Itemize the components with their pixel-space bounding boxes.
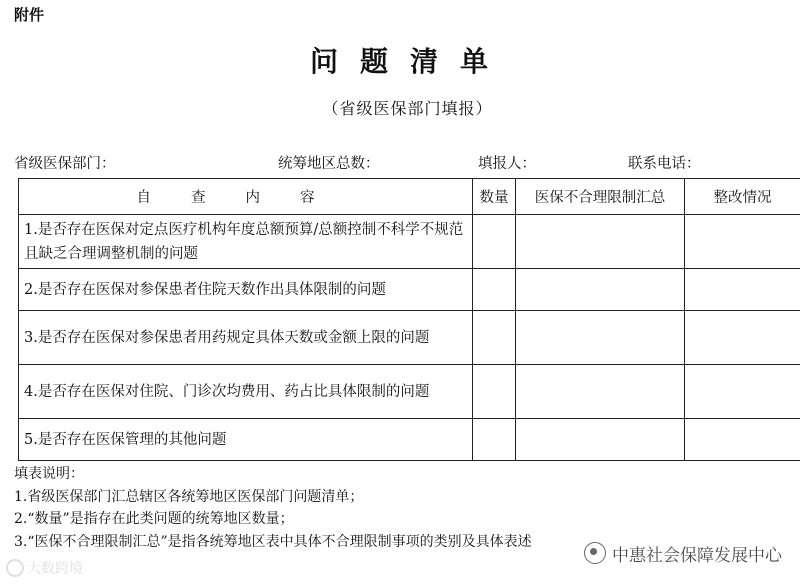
row-status-cell[interactable] bbox=[685, 365, 800, 419]
row-content: 3.是否存在医保对参保患者用药规定具体天数或金额上限的问题 bbox=[19, 311, 473, 365]
table-row bbox=[19, 365, 800, 419]
table-row bbox=[19, 269, 800, 311]
row-qty-cell[interactable] bbox=[473, 419, 516, 461]
field-region-count-label: 统筹地区总数： bbox=[278, 156, 380, 172]
corner-watermark bbox=[6, 558, 83, 578]
table-header-row bbox=[19, 179, 800, 215]
row-qty-cell[interactable] bbox=[473, 311, 516, 365]
wechat-logo-icon bbox=[584, 542, 606, 564]
corner-watermark-text: 大数跨境 bbox=[27, 561, 83, 577]
field-dept-label: 省级医保部门： bbox=[14, 156, 116, 172]
row-summary-cell[interactable] bbox=[516, 311, 685, 365]
table-row bbox=[19, 311, 800, 365]
source-watermark bbox=[584, 541, 782, 565]
table-row bbox=[19, 419, 800, 461]
row-status-cell[interactable] bbox=[685, 419, 800, 461]
row-qty-cell[interactable] bbox=[473, 365, 516, 419]
field-phone-label: 联系电话： bbox=[628, 156, 701, 172]
row-content: 1.是否存在医保对定点医疗机构年度总额预算/总额控制不科学不规范且缺乏合理调整机制的问题 bbox=[19, 215, 473, 269]
row-qty-cell[interactable] bbox=[473, 269, 516, 311]
row-summary-cell[interactable] bbox=[516, 215, 685, 269]
header-content: 自查内容 bbox=[19, 179, 473, 215]
attachment-label: 附件 bbox=[14, 6, 45, 24]
row-status-cell[interactable] bbox=[685, 311, 800, 365]
row-qty-cell[interactable] bbox=[473, 215, 516, 269]
document-title: 问题清单 bbox=[309, 45, 510, 78]
document-subtitle: （省级医保部门填报） bbox=[322, 99, 493, 118]
note-item: 1.省级医保部门汇总辖区各统筹地区医保部门问题清单； bbox=[14, 488, 364, 505]
header-quantity: 数量 bbox=[473, 179, 516, 215]
issue-table bbox=[18, 178, 800, 461]
row-content: 5.是否存在医保管理的其他问题 bbox=[19, 419, 473, 461]
row-content: 4.是否存在医保对住院、门诊次均费用、药占比具体限制的问题 bbox=[19, 365, 473, 419]
row-status-cell[interactable] bbox=[685, 215, 800, 269]
header-summary: 医保不合理限制汇总 bbox=[516, 179, 685, 215]
table-row bbox=[19, 215, 800, 269]
row-summary-cell[interactable] bbox=[516, 365, 685, 419]
watermark-text: 中惠社会保障发展中心 bbox=[612, 545, 782, 566]
row-summary-cell[interactable] bbox=[516, 419, 685, 461]
notes-heading: 填表说明： bbox=[14, 466, 84, 482]
filling-notes bbox=[14, 463, 532, 553]
row-summary-cell[interactable] bbox=[516, 269, 685, 311]
field-reporter-label: 填报人： bbox=[478, 156, 536, 172]
row-status-cell[interactable] bbox=[685, 269, 800, 311]
note-item: 3.“医保不合理限制汇总”是指各统筹地区表中具体不合理限制事项的类别及具体表述 bbox=[14, 533, 532, 550]
note-item: 2.“数量”是指存在此类问题的统筹地区数量； bbox=[14, 511, 294, 527]
row-content: 2.是否存在医保对参保患者住院天数作出具体限制的问题 bbox=[19, 269, 473, 311]
brand-logo-icon bbox=[6, 559, 24, 577]
header-status: 整改情况 bbox=[685, 179, 800, 215]
